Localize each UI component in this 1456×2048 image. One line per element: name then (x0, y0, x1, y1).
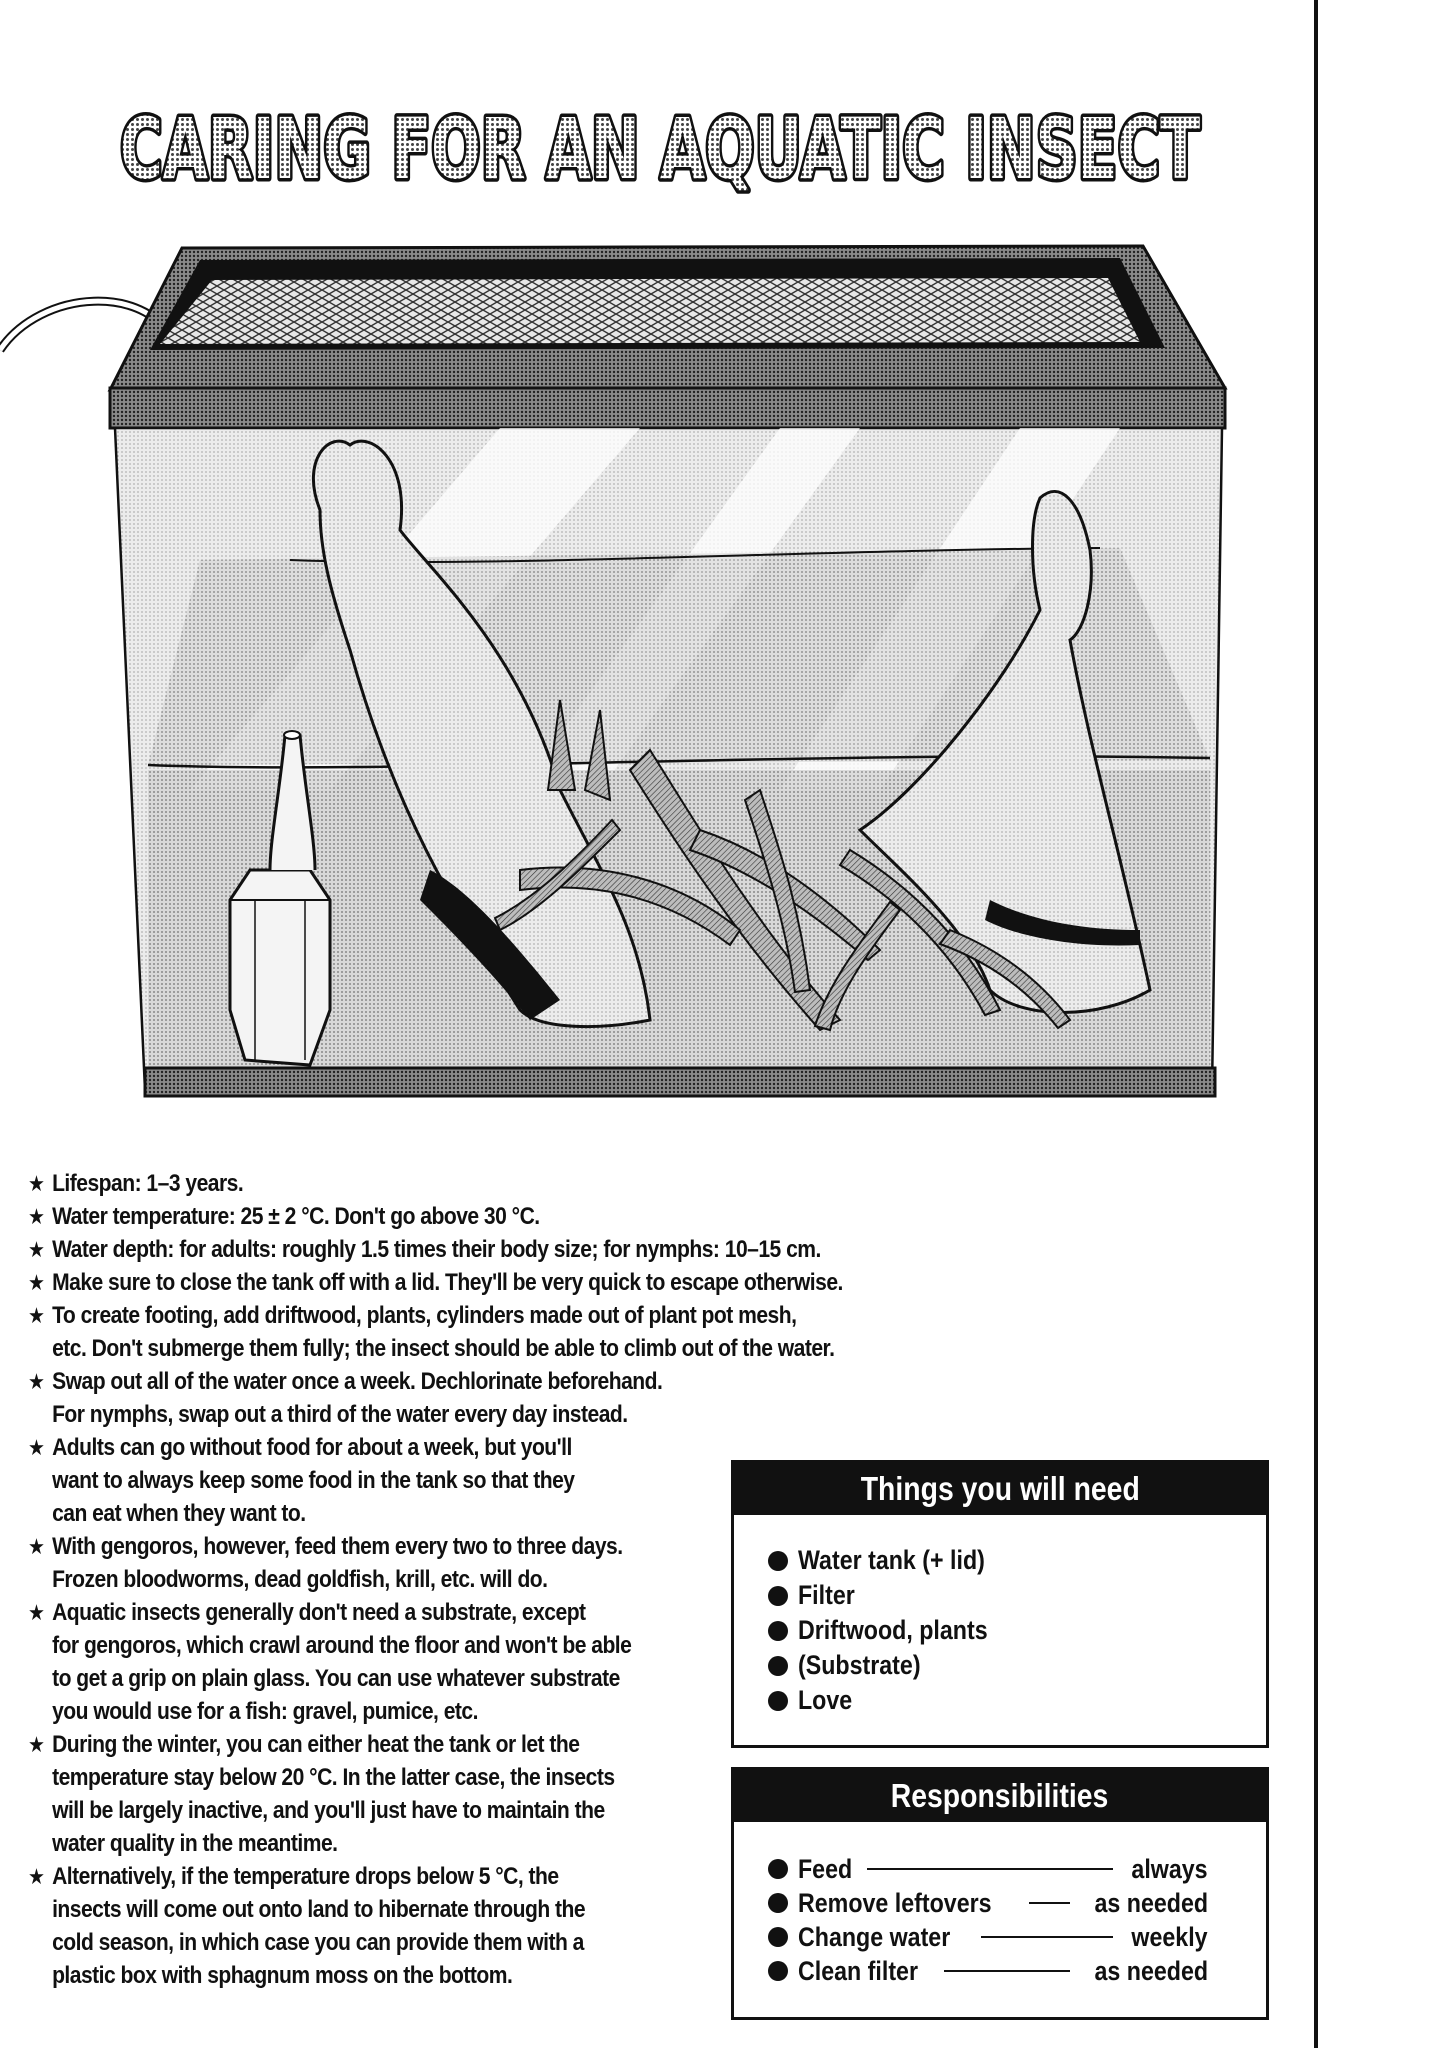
responsibilities-list (768, 1852, 1208, 1988)
care-tip-line: etc. Don't submerge them fully; the insect should be able to climb out of the water. (52, 1335, 835, 1362)
care-tip-line: temperature stay below 20 °C. In the latter case, the insects (52, 1764, 615, 1791)
responsibilities-box (731, 1767, 1269, 2020)
star-bullet-icon: ★ (28, 1600, 45, 1625)
needs-item (768, 1543, 1018, 1578)
responsibility-task: Remove leftovers (798, 1887, 992, 1918)
tank-base (145, 1068, 1215, 1096)
things-you-will-need-box (731, 1460, 1269, 1748)
needs-item (768, 1683, 1018, 1718)
star-bullet-icon: ★ (28, 1534, 45, 1559)
star-bullet-icon: ★ (28, 1171, 45, 1196)
care-tip-line: will be largely inactive, and you'll just have to maintain the (52, 1797, 605, 1824)
bullet-dot-icon (768, 1621, 788, 1641)
care-tip-line: Make sure to close the tank off with a lid. They'll be very quick to escape otherwise. (52, 1269, 843, 1296)
care-tip-line: Water depth: for adults: roughly 1.5 times their body size; for nymphs: 10–15 cm. (52, 1236, 821, 1263)
responsibility-task: Feed (798, 1853, 853, 1884)
responsibility-frequency: as needed (1094, 1955, 1208, 1986)
responsibility-task: Clean filter (798, 1955, 919, 1986)
care-tip-line: can eat when they want to. (52, 1500, 306, 1527)
care-tip-line: To create footing, add driftwood, plants, cylinders made out of plant pot mesh, (52, 1302, 797, 1329)
care-tip-line: Adults can go without food for about a week, but you'll (52, 1434, 572, 1461)
responsibility-item (768, 1852, 1208, 1886)
bullet-dot-icon (768, 1551, 788, 1571)
care-tip (28, 1365, 1015, 1431)
care-tip-line: plastic box with sphagnum moss on the bottom. (52, 1962, 513, 1989)
star-bullet-icon: ★ (28, 1369, 45, 1394)
leader-line (944, 1970, 1070, 1972)
bullet-dot-icon (768, 1859, 788, 1879)
page-border-rule (1314, 0, 1318, 2048)
care-tip-line: Aquatic insects generally don't need a substrate, except (52, 1599, 586, 1626)
care-tip-line: For nymphs, swap out a third of the water every day instead. (52, 1401, 628, 1428)
care-tip-line: for gengoros, which crawl around the floor and won't be able (52, 1632, 632, 1659)
star-bullet-icon: ★ (28, 1864, 45, 1889)
care-tip-line: Lifespan: 1–3 years. (52, 1170, 244, 1197)
needs-item-label: (Substrate) (798, 1650, 921, 1680)
care-tip-line: Alternatively, if the temperature drops below 5 °C, the (52, 1863, 559, 1890)
responsibility-frequency: as needed (1094, 1887, 1208, 1918)
care-tip-line: you would use for a fish: gravel, pumice, etc. (52, 1698, 478, 1725)
care-tip (28, 1200, 1015, 1233)
page-title-text: CARING FOR AN AQUATIC INSECT (120, 100, 1200, 198)
needs-item-label: Driftwood, plants (798, 1615, 988, 1645)
care-tip-line: Swap out all of the water once a week. Dechlorinate beforehand. (52, 1368, 663, 1395)
care-tip-line: Frozen bloodworms, dead goldfish, krill, etc. will do. (52, 1566, 548, 1593)
care-tip-line: want to always keep some food in the tank so that they (52, 1467, 575, 1494)
responsibility-item (768, 1886, 1208, 1920)
needs-item-label: Filter (798, 1580, 855, 1610)
care-tip-line: water quality in the meantime. (52, 1830, 338, 1857)
page-title (110, 92, 1210, 202)
care-tip (28, 1167, 1015, 1200)
needs-list (768, 1543, 1018, 1718)
needs-item-label: Love (798, 1685, 853, 1715)
star-bullet-icon: ★ (28, 1303, 45, 1328)
care-tip-line: Water temperature: 25 ± 2 °C. Don't go above 30 °C. (52, 1203, 540, 1230)
aquarium-illustration (0, 230, 1300, 1100)
care-tip (28, 1266, 1015, 1299)
needs-item (768, 1578, 1018, 1613)
tank-lid (110, 246, 1225, 428)
leader-line (1029, 1902, 1070, 1904)
bullet-dot-icon (768, 1893, 788, 1913)
bullet-dot-icon (768, 1927, 788, 1947)
star-bullet-icon: ★ (28, 1435, 45, 1460)
care-tip-line: cold season, in which case you can provide them with a (52, 1929, 584, 1956)
needs-item (768, 1613, 1018, 1648)
bullet-dot-icon (768, 1656, 788, 1676)
leader-line (981, 1936, 1113, 1938)
care-tip-line: insects will come out onto land to hibernate through the (52, 1896, 586, 1923)
bullet-dot-icon (768, 1586, 788, 1606)
responsibility-frequency: always (1131, 1853, 1208, 1884)
responsibility-item (768, 1954, 1208, 1988)
star-bullet-icon: ★ (28, 1204, 45, 1229)
responsibilities-box-title: Responsibilities (734, 1770, 1266, 1822)
care-tip (28, 1233, 1015, 1266)
bullet-dot-icon (768, 1691, 788, 1711)
star-bullet-icon: ★ (28, 1270, 45, 1295)
star-bullet-icon: ★ (28, 1237, 45, 1262)
needs-box-title: Things you will need (734, 1463, 1266, 1515)
care-tip (28, 1299, 1015, 1365)
needs-item (768, 1648, 1018, 1683)
needs-item-label: Water tank (+ lid) (798, 1545, 985, 1575)
leader-line (867, 1868, 1113, 1870)
care-tip-line: to get a grip on plain glass. You can use whatever substrate (52, 1665, 620, 1692)
care-tip-line: During the winter, you can either heat the tank or let the (52, 1731, 580, 1758)
care-tip-line: With gengoros, however, feed them every two to three days. (52, 1533, 623, 1560)
responsibility-item (768, 1920, 1208, 1954)
responsibility-frequency: weekly (1131, 1921, 1208, 1952)
responsibility-task: Change water (798, 1921, 951, 1952)
bullet-dot-icon (768, 1961, 788, 1981)
star-bullet-icon: ★ (28, 1732, 45, 1757)
